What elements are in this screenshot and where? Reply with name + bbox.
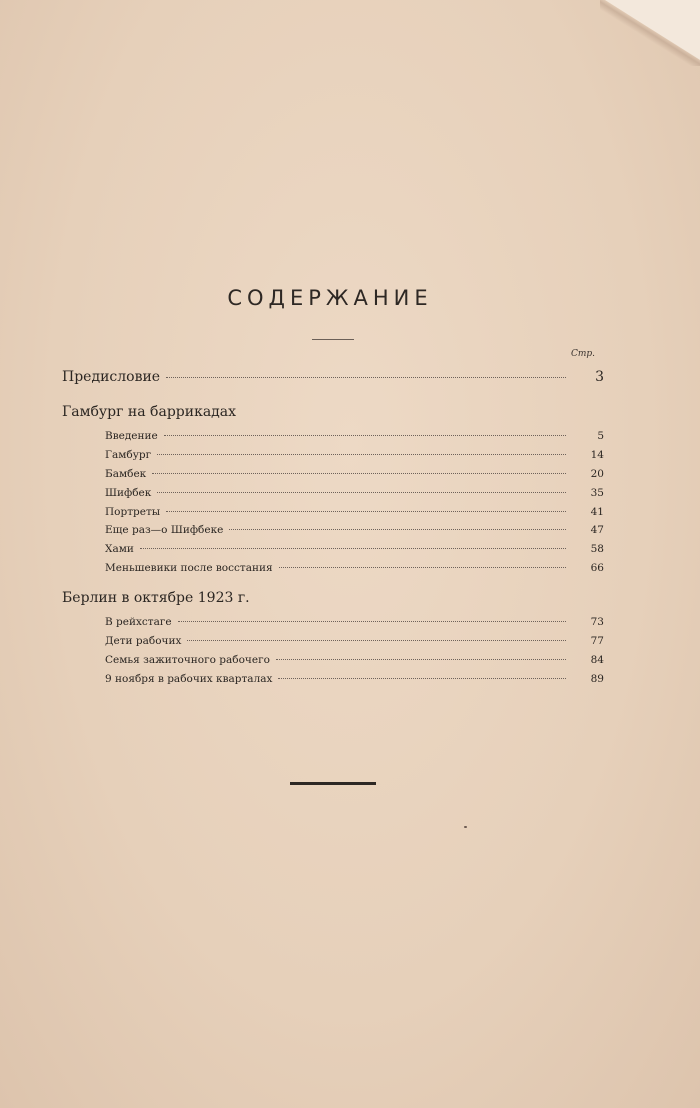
toc-entry-label: Хами: [105, 543, 134, 555]
toc-entry-page: 47: [590, 524, 604, 536]
toc-entry: [105, 543, 604, 555]
closing-rule: [290, 782, 376, 785]
toc-entry-page: 20: [590, 468, 604, 480]
page-column-label: Стр.: [571, 349, 596, 359]
toc-entry-page: 58: [590, 543, 604, 555]
toc-entry-page: 89: [590, 673, 604, 685]
toc-entry-page: 3: [595, 369, 604, 385]
toc-entry: [105, 635, 604, 647]
dot-leader: [166, 377, 566, 378]
page-title: СОДЕРЖАНИЕ: [227, 286, 433, 310]
toc-entry: [105, 562, 604, 574]
toc-entry: [105, 487, 604, 499]
toc-entry-label: Гамбург: [105, 449, 152, 461]
toc-entry-label: Портреты: [105, 506, 161, 518]
toc-entry: [105, 616, 604, 628]
toc-entry-label: Меньшевики после восстания: [105, 562, 273, 574]
toc-entry-preface: [62, 369, 604, 385]
toc-entry: [105, 524, 604, 536]
toc-entry: [105, 430, 604, 442]
dot-leader: [166, 511, 566, 512]
dot-leader: [140, 548, 566, 549]
toc-entry-label: Семья зажиточного рабочего: [105, 654, 270, 666]
toc-entry-page: 35: [590, 487, 604, 499]
folded-corner-shadow: [600, 0, 700, 66]
toc-section-heading: Гамбург на баррикадах: [62, 404, 237, 420]
toc-entry-page: 5: [597, 430, 604, 442]
toc-entry-label: В рейхстаге: [105, 616, 172, 628]
paper-speck: [464, 826, 467, 828]
toc-section-heading: Берлин в октябре 1923 г.: [62, 590, 250, 606]
dot-leader: [229, 529, 566, 530]
title-divider: [312, 339, 354, 340]
toc-entry-label: Введение: [105, 430, 158, 442]
dot-leader: [278, 678, 566, 679]
toc-entry-label: Бамбек: [105, 468, 147, 480]
toc-entry-label: Еще раз—о Шифбеке: [105, 524, 224, 536]
toc-entry-page: 84: [590, 654, 604, 666]
dot-leader: [178, 621, 566, 622]
toc-entry: [105, 673, 604, 685]
toc-entry-label: 9 ноября в рабочих кварталах: [105, 673, 273, 685]
toc-entry: [105, 506, 604, 518]
toc-entry-label: Дети рабочих: [105, 635, 182, 647]
dot-leader: [279, 567, 566, 568]
dot-leader: [164, 435, 566, 436]
toc-entry-label: Предисловие: [62, 369, 161, 385]
toc-entry-page: 66: [590, 562, 604, 574]
toc-entry-page: 77: [590, 635, 604, 647]
dot-leader: [152, 473, 566, 474]
toc-entry-label: Шифбек: [105, 487, 152, 499]
toc-entry: [105, 449, 604, 461]
dot-leader: [157, 454, 566, 455]
toc-entry-page: 73: [590, 616, 604, 628]
dot-leader: [187, 640, 566, 641]
dot-leader: [276, 659, 566, 660]
toc-entry: [105, 654, 604, 666]
toc-entry-page: 14: [590, 449, 604, 461]
toc-entry-page: 41: [590, 506, 604, 518]
toc-entry: [105, 468, 604, 480]
dot-leader: [157, 492, 566, 493]
